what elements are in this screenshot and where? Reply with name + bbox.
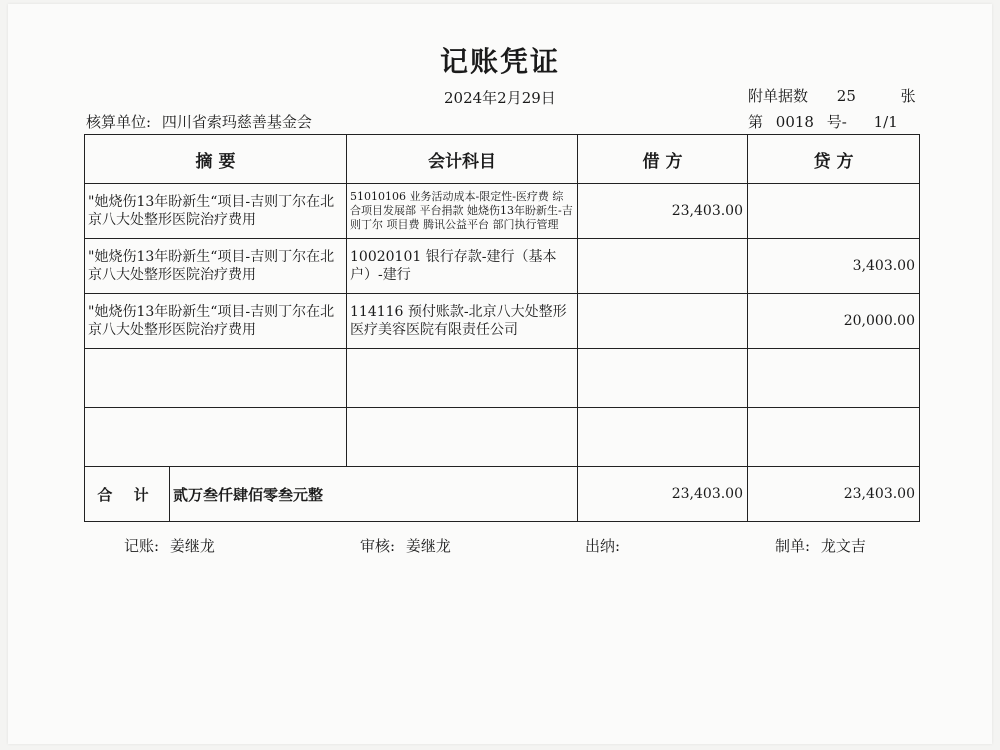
reviewer-name: 姜继龙 <box>405 537 451 555</box>
total-credit: 23,403.00 <box>748 467 920 522</box>
row-credit <box>748 349 920 408</box>
total-cell <box>85 467 578 522</box>
row-summary <box>85 408 347 467</box>
table-row-empty <box>85 408 920 467</box>
row-account: 10020101 银行存款-建行（基本户）-建行 <box>347 239 578 294</box>
row-debit <box>578 408 748 467</box>
row-summary: "她烧伤13年盼新生“项目-吉则丁尔在北京八大处整形医院治疗费用 <box>85 184 347 239</box>
row-debit: 23,403.00 <box>578 184 748 239</box>
row-summary: "她烧伤13年盼新生“项目-吉则丁尔在北京八大处整形医院治疗费用 <box>85 294 347 349</box>
footer-reviewer <box>360 535 451 556</box>
voucher-page-count: 1/1 <box>873 113 898 131</box>
row-debit <box>578 349 748 408</box>
preparer-name: 龙文吉 <box>820 537 866 555</box>
table-row <box>85 294 920 349</box>
total-in-words: 贰万叁仟肆佰零叁元整 <box>173 485 324 504</box>
voucher-date: 2024年2月29日 <box>444 89 556 107</box>
voucher-number-value: 0018 <box>775 113 814 131</box>
footer-bookkeeper <box>124 535 215 556</box>
row-summary: "她烧伤13年盼新生“项目-吉则丁尔在北京八大处整形医院治疗费用 <box>85 239 347 294</box>
footer-cashier <box>585 535 626 556</box>
header-debit: 借 方 <box>578 135 748 184</box>
bookkeeper-name: 姜继龙 <box>169 537 215 555</box>
attachment-number: 25 <box>836 87 856 105</box>
voucher-title: 记账凭证 <box>439 45 560 78</box>
voucher-number-prefix: 第 <box>748 113 764 131</box>
voucher-number <box>748 111 898 132</box>
row-summary <box>85 349 347 408</box>
table-header <box>85 135 920 184</box>
row-account: 51010106 业务活动成本-限定性-医疗费 综合项目发展部 平台捐款 她烧伤13年盼新生-吉则丁尔 项目费 腾讯公益平台 部门执行管理 <box>347 184 578 239</box>
row-credit <box>748 184 920 239</box>
footer-preparer <box>775 535 866 556</box>
header-account: 会计科目 <box>347 135 578 184</box>
cashier-label: 出纳: <box>585 537 621 555</box>
header-summary: 摘 要 <box>85 135 347 184</box>
total-label: 合 计 <box>85 467 170 521</box>
accounting-unit-value: 四川省索玛慈善基金会 <box>161 113 312 131</box>
row-credit: 3,403.00 <box>748 239 920 294</box>
table-row <box>85 239 920 294</box>
reviewer-label: 审核: <box>360 537 396 555</box>
voucher-number-suffix: 号- <box>826 113 847 131</box>
accounting-unit <box>86 111 312 132</box>
attachment-unit: 张 <box>900 87 916 105</box>
row-debit <box>578 239 748 294</box>
table-row-empty <box>85 349 920 408</box>
row-credit: 20,000.00 <box>748 294 920 349</box>
total-row <box>85 467 920 522</box>
preparer-label: 制单: <box>775 537 811 555</box>
voucher-table <box>84 134 920 522</box>
row-credit <box>748 408 920 467</box>
bookkeeper-label: 记账: <box>124 537 160 555</box>
attachment-count <box>748 85 916 106</box>
attachment-label: 附单据数 <box>748 87 809 105</box>
total-debit: 23,403.00 <box>578 467 748 522</box>
table-row <box>85 184 920 239</box>
row-debit <box>578 294 748 349</box>
header-credit: 贷 方 <box>748 135 920 184</box>
row-account <box>347 349 578 408</box>
row-account: 114116 预付账款-北京八大处整形医疗美容医院有限责任公司 <box>347 294 578 349</box>
row-account <box>347 408 578 467</box>
accounting-unit-label: 核算单位: <box>86 113 152 131</box>
